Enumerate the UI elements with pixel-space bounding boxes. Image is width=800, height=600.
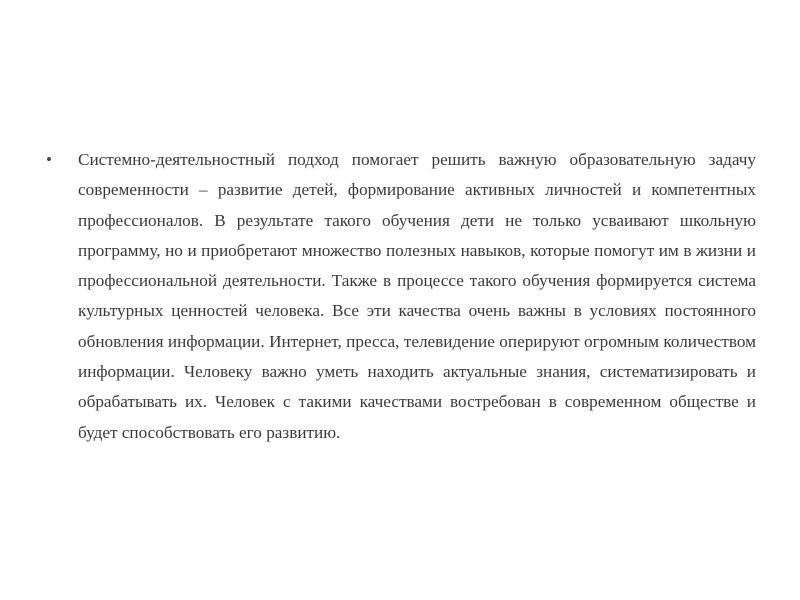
- bullet-marker: •: [46, 150, 52, 169]
- body-paragraph: Системно-деятельностный подход помогает решить важную образовательную задачу современности – развитие детей, формирование активных личностей и компетентных профессионалов. В результате такого обучения дети не только усваивают школьную программу, но и приобретают множество полезных навыков, которые помогут им в жизни и профессиональной деятельности. Также в процессе такого обучения формируется система культурных ценностей человека. Все эти качества очень важны в условиях постоянного обновления информации. Интернет, пресса, телевидение оперируют огромным количеством информации. Человеку важно уметь находить актуальные знания, систематизировать и обрабатывать их. Человек с такими качествами востребован в современном обществе и будет способствовать его развитию.: [78, 150, 756, 442]
- bullet-list-item: [46, 145, 756, 448]
